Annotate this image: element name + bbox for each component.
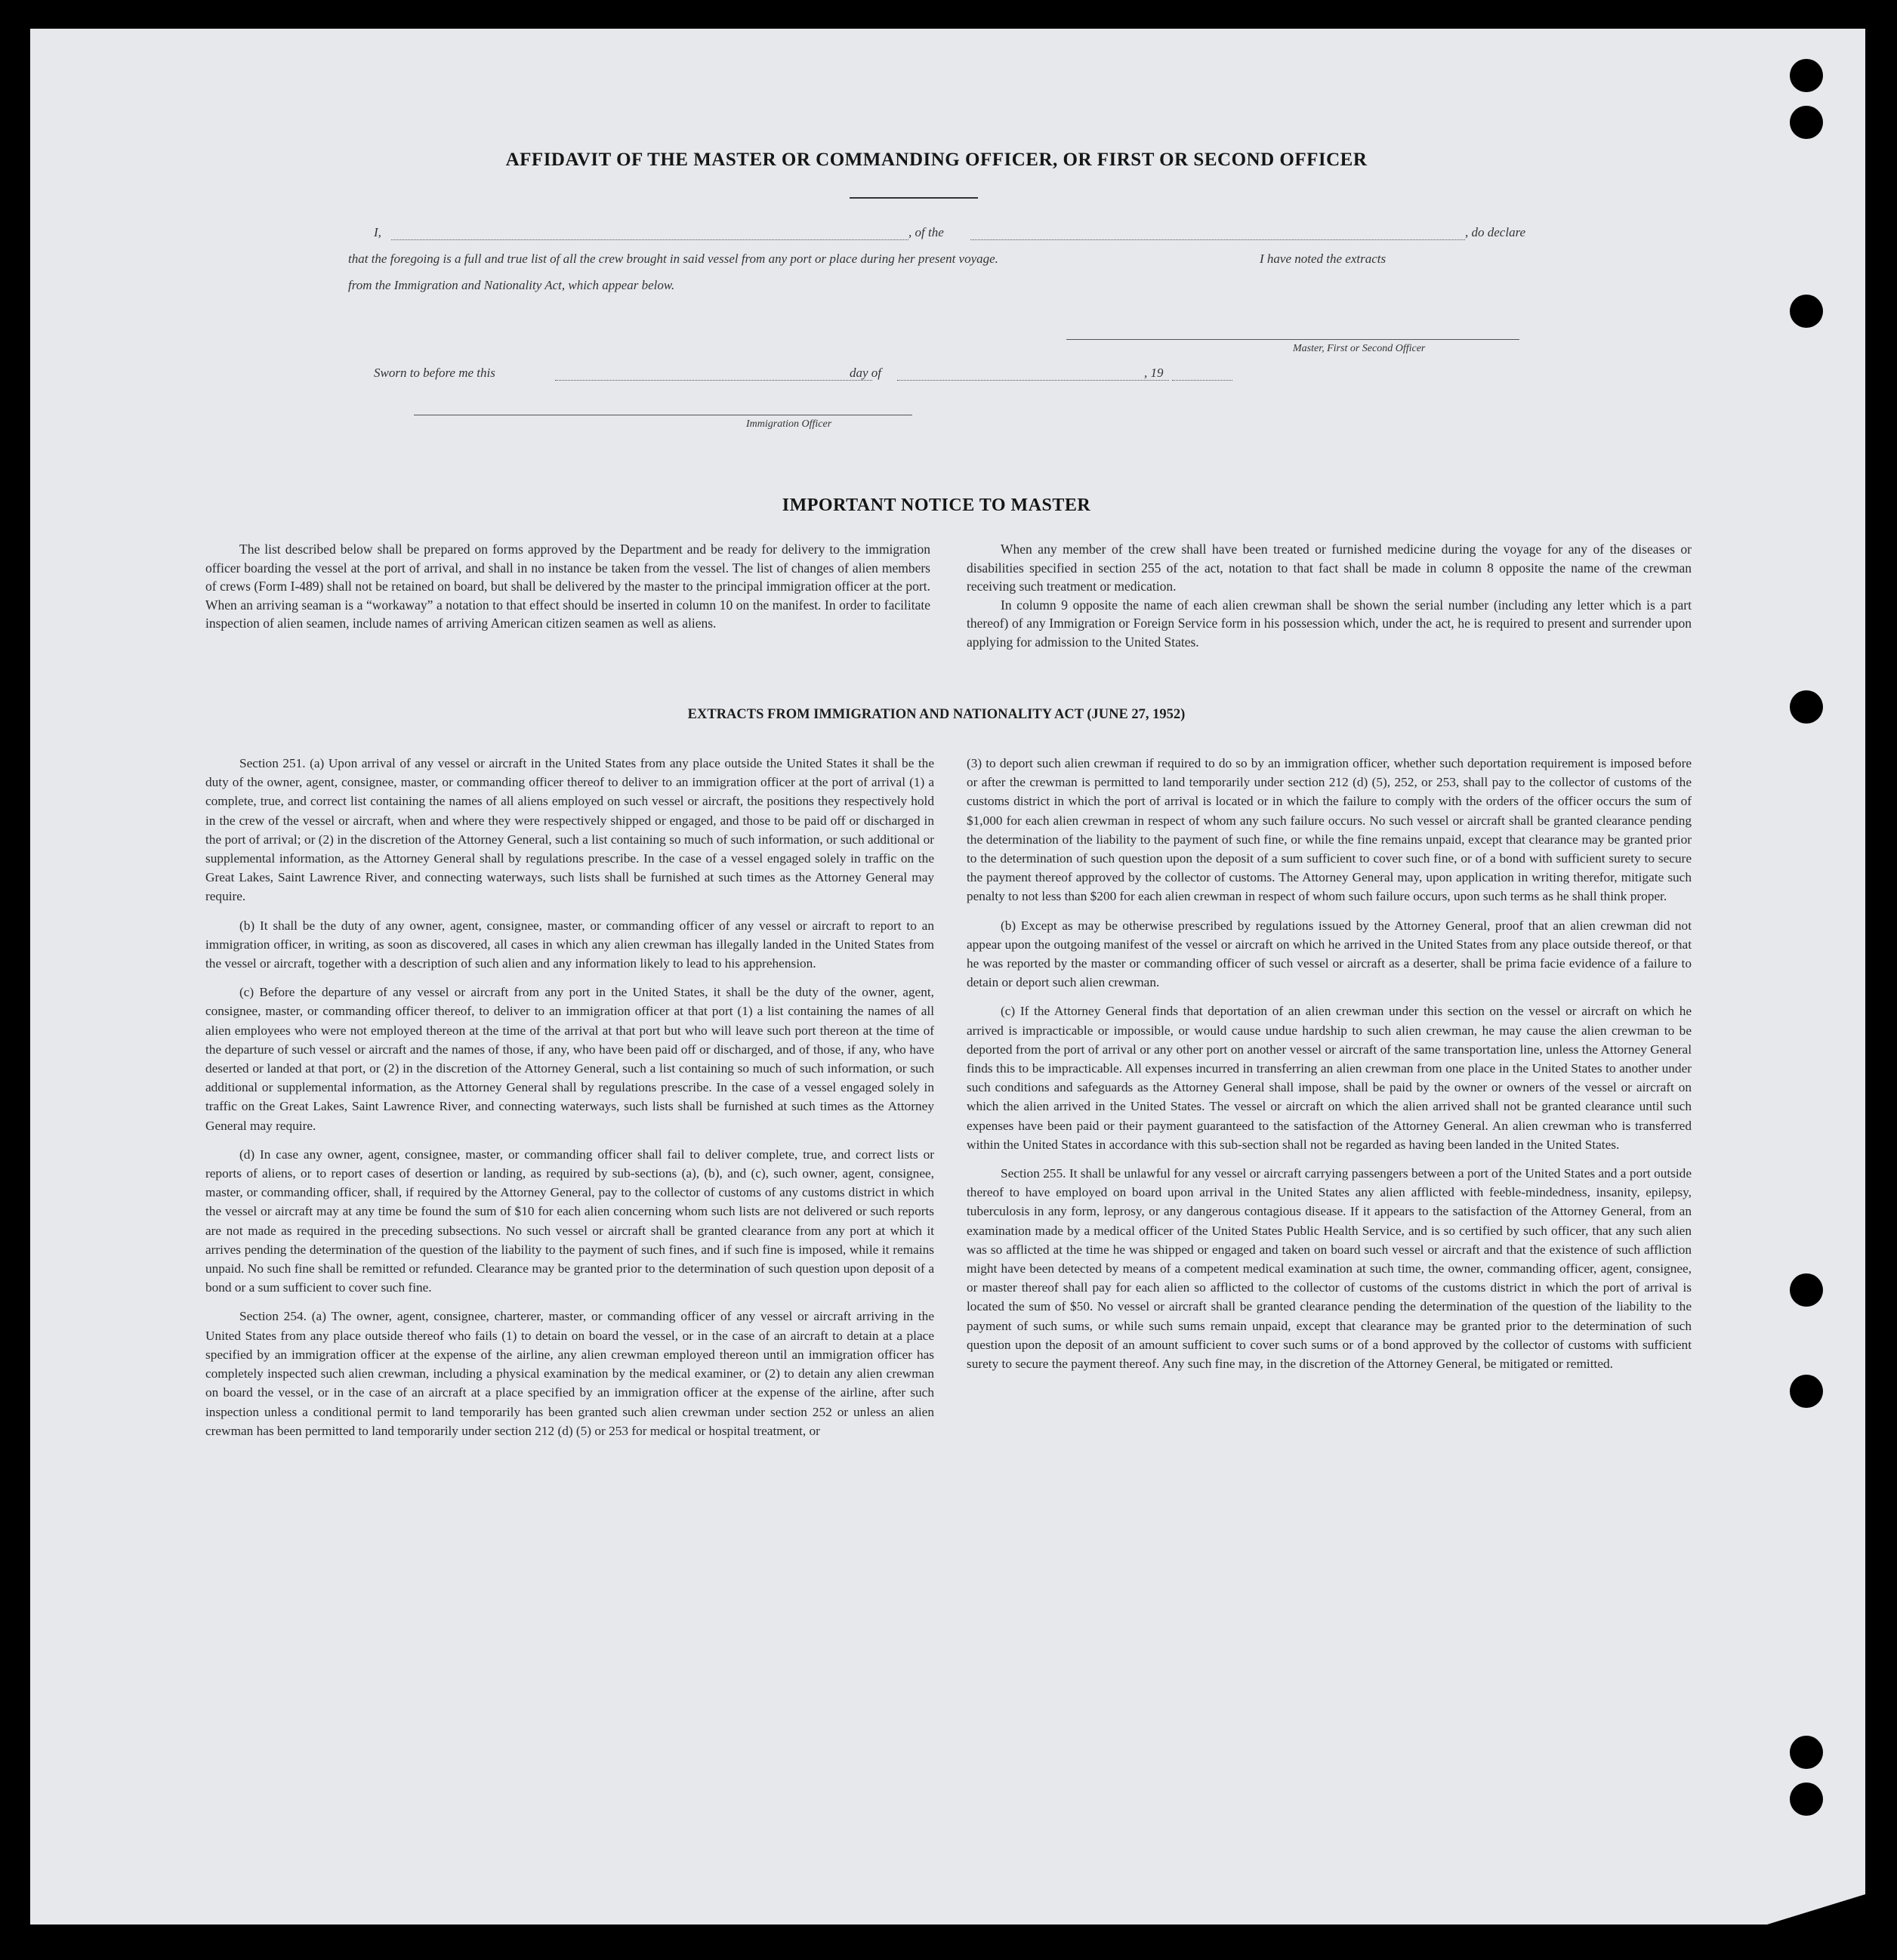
sworn-day-field[interactable] bbox=[555, 379, 872, 381]
officer-label: Immigration Officer bbox=[746, 418, 832, 430]
notice-right-paragraph: When any member of the crew shall have been treated or furnished medicine during the voyage for any of the diseases or disabilities specified in section 255 of the act, notation to that fact shall be made in column 8 opposite the name of the crewman receiving such treatment or medication. bbox=[967, 542, 1692, 594]
affidavit-i: I, bbox=[374, 225, 381, 239]
punch-hole bbox=[1790, 1273, 1823, 1307]
extract-paragraph: (d) In case any owner, agent, consignee, master, or commanding officer shall fail to deliver complete, true, and correct lists or reports of aliens, or to report cases of desertion or landing, as required by sub-sections (a), (b), and (c), such owner, agent, consignee, master, or commanding officer, shall, if required by the Attorney General, pay to the collector of customs of any customs district in which the vessel or aircraft may at any time be found the sum of $10 for each alien concerning whom such lists are not delivered or such reports are not made as required in the preceding subsections. No such vessel or aircraft shall be granted clearance from any port at which it arrives pending the determination of the question of the liability to the payment of such fines, and if such fine is imposed, while it remains unpaid. No such fine shall be remitted or refunded. Clearance may be granted prior to the determination of such question upon deposit of a bond or a sum sufficient to cover such fine. bbox=[205, 1147, 934, 1295]
document-page bbox=[30, 29, 1865, 1925]
extracts-right-column bbox=[967, 754, 1692, 1383]
extract-paragraph: (b) It shall be the duty of any owner, agent, consignee, master, or commanding officer of any vessel or aircraft to report to an immigration officer, in writing, as soon as discovered, all cases in which any alien crewman has illegally landed in the United States from the vessel or aircraft, together with a description of such alien and any information likely to lead to his apprehension. bbox=[205, 918, 934, 971]
master-label: Master, First or Second Officer bbox=[1293, 343, 1426, 354]
day-of-label: day of bbox=[850, 366, 882, 380]
affidavit-do-declare: , do declare bbox=[1465, 225, 1526, 239]
name-field[interactable] bbox=[391, 239, 908, 240]
punch-hole bbox=[1790, 1375, 1823, 1408]
notice-right-column bbox=[967, 540, 1692, 661]
torn-corner bbox=[1767, 1894, 1865, 1925]
notice-left-paragraph: The list described below shall be prepared on forms approved by the Department and be ready for delivery to the immigration officer boarding the vessel at the port of arrival, and shall in no instance be taken from the vessel. The list of changes of alien members of crews (Form I-489) shall not be retained on board, but shall be delivered by the master to the principal immigration officer at the port. When an arriving seaman is a “workaway” a notation to that effect should be inserted in column 10 on the manifest. In order to facilitate inspection of alien seamen, include names of arriving American citizen seamen as well as aliens. bbox=[205, 542, 930, 631]
affidavit-title: AFFIDAVIT OF THE MASTER OR COMMANDING OFFICER, OR FIRST OR SECOND OFFICER bbox=[505, 150, 1368, 170]
affidavit-line2: that the foregoing is a full and true list of all the crew brought in said vessel from any port or place during her present voyage. bbox=[348, 252, 998, 266]
extract-paragraph: (c) Before the departure of any vessel or aircraft from any port in the United States, it shall be the duty of the owner, agent, consignee, master, or commanding officer thereof, to deliver to an immigration officer at that port (1) a list containing the names of all alien employees who were not employed thereon at the time of the arrival at that port but who will leave such port thereon at the time of the departure of such vessel or aircraft and the names of those, if any, who have been paid off or discharged, and of those, if any, who have deserted or landed at that port, or (2) in the discretion of the Attorney General, such a list containing so much of such information, or such additional or supplemental information, as the Attorney General shall by regulations prescribe. In the case of a vessel engaged solely in traffic on the Great Lakes, Saint Lawrence River, and connecting waterways, such lists shall be furnished at such times as the Attorney General may require. bbox=[205, 985, 934, 1133]
affidavit-of-the: , of the bbox=[908, 225, 944, 239]
sworn-label: Sworn to before me this bbox=[374, 366, 495, 380]
extracts-left-column bbox=[205, 754, 934, 1450]
sworn-year-field[interactable] bbox=[1172, 379, 1232, 381]
affidavit-line3: from the Immigration and Nationality Act, which appear below. bbox=[348, 278, 675, 292]
notice-title: IMPORTANT NOTICE TO MASTER bbox=[782, 495, 1091, 515]
extract-paragraph: Section 255. It shall be unlawful for any vessel or aircraft carrying passengers between a port of the United States and a port outside thereof to have employed on board upon arrival in the United States any alien afflicted with feeble-mindedness, insanity, epilepsy, tuberculosis in any form, leprosy, or any dangerous contagious disease. If it appears to the satisfaction of the Attorney General, from an examination made by a medical officer of the United States Public Health Service, and is so certified by such officer, that any such alien was so afflicted at the time he was shipped or engaged and taken on board such vessel or aircraft and that the existence of such affliction might have been detected by means of a competent medical examination at such time, the owner, commanding officer, agent, consignee, or master thereof shall pay for each alien so afflicted to the collector of customs of the customs district in which the port of arrival is located the sum of $50. No vessel or aircraft shall be granted clearance pending the determination of the question of the liability to the payment of such sums, or while such sums remain unpaid, except that clearance may be granted prior to the determination of such question upon the deposit of an amount sufficient to cover such sums or of a bond approved by the collector of customs with sufficient surety to secure the payment thereof. Any such fine may, in the discretion of the Attorney General, be mitigated or remitted. bbox=[967, 1166, 1692, 1372]
punch-hole bbox=[1790, 59, 1823, 92]
extracts-title: EXTRACTS FROM IMMIGRATION AND NATIONALITY ACT (JUNE 27, 1952) bbox=[687, 707, 1186, 722]
extract-paragraph: (3) to deport such alien crewman if required to do so by an immigration officer, whether such deportation requirement is imposed before or after the crewman is permitted to land temporarily under section 212 (d) (5), 252, or 253, shall pay to the collector of customs of the customs district in which the port of arrival is located or in which the failure to comply with the orders of the officer occurs the sum of $1,000 for each alien crewman in respect of whom any such failure occurs. No such vessel or aircraft shall be granted clearance pending the determination of the liability to the payment of such fine, or while the fine remains unpaid, except that clearance may be granted prior to the determination of such question upon the deposit of a sum sufficient to cover such fine, or of a bond with sufficient surety to secure the payment thereof approved by the collector of customs. The Attorney General may, upon application in writing therefor, mitigate such penalty to not less than $200 for each alien crewman in respect of whom such failure occurs, upon such terms as he shall think proper. bbox=[967, 756, 1692, 904]
year-label: , 19 bbox=[1144, 366, 1164, 380]
punch-hole bbox=[1790, 1783, 1823, 1816]
master-signature-line[interactable] bbox=[1066, 338, 1519, 340]
punch-hole bbox=[1790, 106, 1823, 139]
notice-right-paragraph: In column 9 opposite the name of each alien crewman shall be shown the serial number (including any letter which is a part thereof) of any Immigration or Foreign Service form in his possession which, under the act, he is required to present and surrender upon applying for admission to the United States. bbox=[967, 597, 1692, 650]
affidavit-line2b: I have noted the extracts bbox=[1260, 252, 1387, 266]
officer-signature-line[interactable] bbox=[414, 414, 912, 415]
sworn-month-field[interactable] bbox=[897, 379, 1169, 381]
extract-paragraph: Section 251. (a) Upon arrival of any vessel or aircraft in the United States from any place outside the United States it shall be the duty of the owner, agent, consignee, master, or commanding officer thereof to deliver to an immigration officer at the port of arrival (1) a complete, true, and correct list containing the names of all aliens employed on such vessel or aircraft, the positions they respectively hold in the crew of the vessel or aircraft, when and where they were respectively shipped or engaged, and those to be paid off or discharged in the port of arrival; or (2) in the discretion of the Attorney General, such a list containing so much of such information, or such additional or supplemental information, as the Attorney General shall by regulations prescribe. In the case of a vessel engaged solely in traffic on the Great Lakes, Saint Lawrence River, and connecting waterways, such lists shall be furnished at such times as the Attorney General may require. bbox=[205, 756, 934, 904]
notice-left-column bbox=[205, 540, 930, 643]
extract-paragraph: (c) If the Attorney General finds that deportation of an alien crewman under this section on the vessel or aircraft on which he arrived is impracticable or impossible, or would cause undue hardship to such alien crewman, he may cause the alien crewman to be deported from the port of arrival or any other port on another vessel or aircraft of the same transportation line, unless the Attorney General finds this to be impracticable. All expenses incurred in transferring an alien crewman from one place in the United States to another under such conditions and safeguards as the Attorney General shall impose, shall be paid by the owner or owners of the vessel or aircraft on which the alien arrived in the United States. The vessel or aircraft on which the alien arrived shall not be granted clearance until such expenses have been paid or their payment guaranteed to the satisfaction of the Attorney General. An alien crewman who is transferred within the United States in accordance with this sub-section shall not be regarded as having been landed in the United States. bbox=[967, 1004, 1692, 1152]
extract-paragraph: (b) Except as may be otherwise prescribed by regulations issued by the Attorney General, proof that an alien crewman did not appear upon the outgoing manifest of the vessel or aircraft on which he arrived in the United States from any place outside thereof, or that he was reported by the master or commanding officer of such vessel or aircraft as a deserter, shall be prima facie evidence of a failure to detain or deport such alien crewman. bbox=[967, 918, 1692, 990]
extract-paragraph: Section 254. (a) The owner, agent, consignee, charterer, master, or commanding officer of any vessel or aircraft arriving in the United States from any place outside thereof who fails (1) to detain on board the vessel, or in the case of an aircraft to detain at a place specified by an immigration officer at the expense of the airline, any alien crewman employed thereon until an immigration officer has completely inspected such alien crewman, including a physical examination by the medical examiner, or (2) to detain any alien crewman on board the vessel, or in the case of an aircraft at a place specified by an immigration officer at the expense of the airline, after such inspection unless a conditional permit to land temporarily has been granted such alien crewman under section 252 or unless an alien crewman has been permitted to land temporarily under section 212 (d) (5) or 253 for medical or hospital treatment, or bbox=[205, 1309, 934, 1438]
vessel-field[interactable] bbox=[970, 239, 1465, 240]
punch-hole bbox=[1790, 1736, 1823, 1769]
punch-hole bbox=[1790, 295, 1823, 328]
title-rule bbox=[850, 196, 978, 199]
